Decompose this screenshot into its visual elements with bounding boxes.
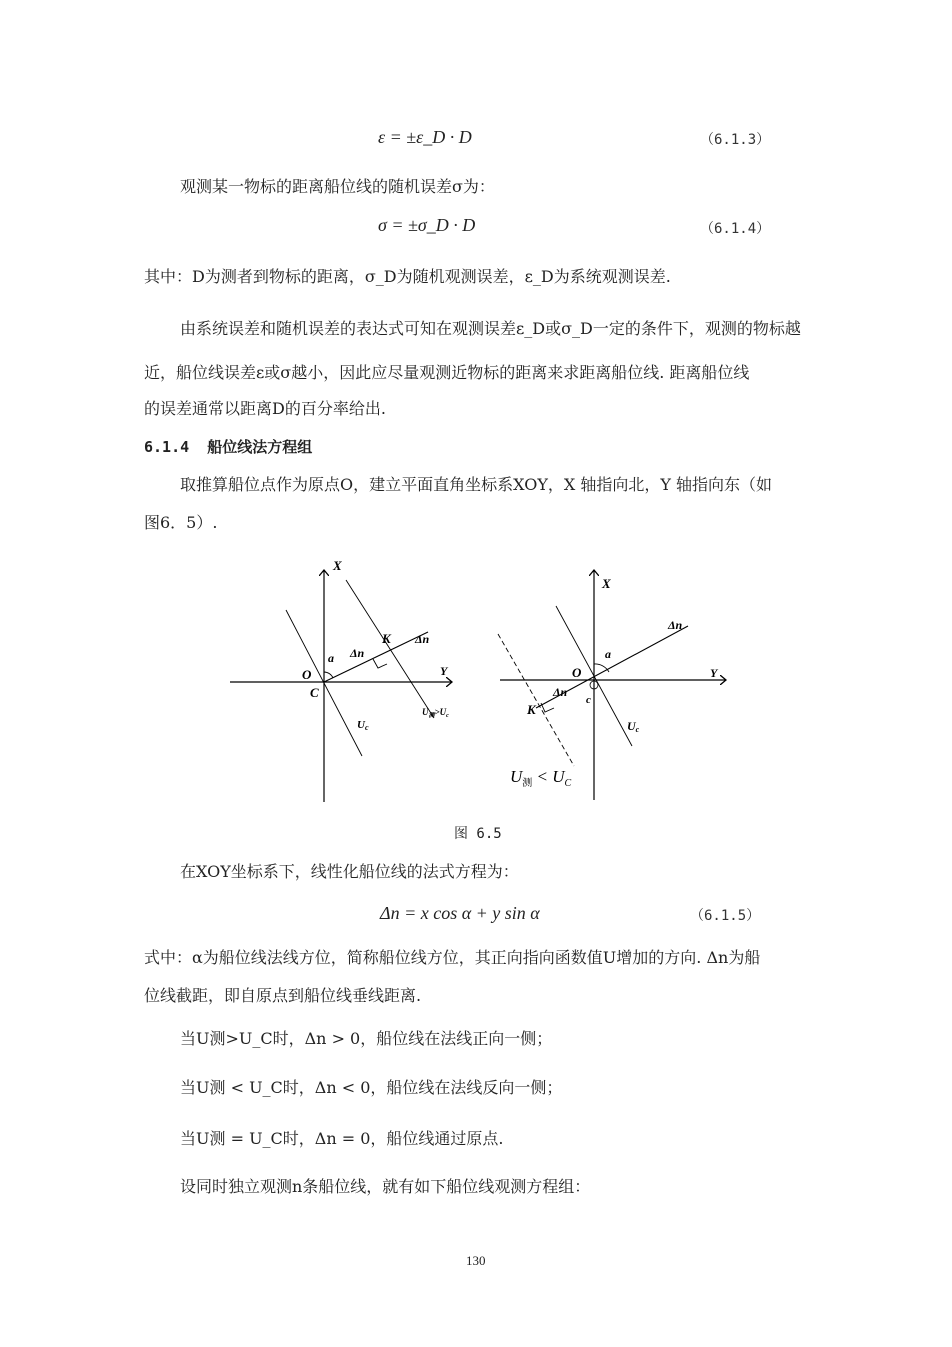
left-diagram	[230, 558, 452, 802]
left-alpha-arc	[324, 672, 333, 678]
equation-number-6-1-3: （6.1.3）	[700, 132, 771, 148]
right-label-o: O	[572, 665, 582, 680]
right-label-c: c	[586, 694, 591, 706]
paragraph-n-lines: 设同时独立观测n条船位线，就有如下船位线观测方程组：	[180, 1177, 591, 1196]
left-normal-line	[324, 632, 428, 682]
left-label-c: C	[310, 685, 319, 700]
left-right-angle-mark	[373, 659, 387, 668]
left-label-alpha: a	[328, 651, 334, 665]
paragraph-conclusion-line-3: 的误差通常以距离D的百分率给出.	[144, 399, 386, 418]
equation-number-6-1-4: （6.1.4）	[700, 221, 771, 237]
right-label-uc: Uc	[627, 719, 640, 734]
section-heading	[144, 436, 312, 458]
left-label-dn-inner: Δn	[350, 646, 365, 660]
case-equal: 当U测 = U_C时，Δn = 0，船位线通过原点.	[180, 1129, 504, 1148]
right-label-k: K	[527, 702, 536, 717]
section-number: 6.1.4	[144, 438, 190, 456]
figure-6-5	[0, 548, 952, 848]
right-label-x: X	[602, 576, 611, 591]
paragraph-coords-line-1: 取推算船位点作为原点O，建立平面直角坐标系XOY，X 轴指向北，Y 轴指向东（如	[180, 475, 773, 494]
paragraph-definition-line-2: 位线截距，即自原点到船位线垂线距离.	[144, 986, 422, 1005]
paragraph-conclusion-line-2: 近，船位线误差ε或σ越小，因此应尽量观测近物标的距离来求距离船位线. 距离船位线	[144, 363, 750, 382]
equation-6-1-5: Δn = x cos α + y sin α	[380, 903, 540, 923]
left-label-k: K	[382, 631, 391, 646]
paragraph-conclusion-line-1: 由系统误差和随机误差的表达式可知在观测误差ε_D或σ_D一定的条件下，观测的物标越	[180, 319, 801, 338]
left-label-dn-outer: Δn	[415, 632, 430, 646]
right-label-alpha: a	[605, 647, 611, 661]
right-label-dn-inner: Δn	[553, 685, 568, 699]
right-alpha-arc	[594, 664, 609, 672]
right-position-line-measured	[498, 634, 574, 766]
left-label-uc: Uc	[357, 719, 369, 732]
right-diagram	[498, 570, 726, 800]
left-label-condition: $U_测>U_c$	[422, 707, 449, 719]
paragraph-xoy: 在XOY坐标系下，线性化船位线的法式方程为：	[180, 862, 519, 881]
figure-caption: 图 6.5	[454, 826, 502, 842]
equation-6-1-4: σ = ±σ_D · D	[378, 215, 476, 235]
paragraph-random-intro: 观测某一物标的距离船位线的随机误差σ为：	[180, 177, 495, 196]
equation-6-1-3: ε = ±ε_D · D	[378, 127, 472, 147]
case-greater: 当U测>U_C时，Δn > 0，船位线在法线正向一侧；	[180, 1029, 553, 1048]
paragraph-definition-line-1: 式中：α为船位线法线方位，简称船位线方位，其正向指向函数值U增加的方向. Δn为船	[144, 948, 761, 967]
section-title: 船位线法方程组	[207, 438, 313, 456]
right-label-condition: $U_测 < U_C$	[510, 767, 572, 789]
right-label-dn-outer: Δn	[668, 618, 683, 632]
paragraph-coords-line-2: 图6．5）.	[144, 513, 218, 532]
equation-number-6-1-5: （6.1.5）	[690, 908, 761, 924]
case-less: 当U测 < U_C时，Δn < 0，船位线在法线反向一侧；	[180, 1078, 563, 1097]
left-label-x: X	[333, 558, 342, 573]
paragraph-where: 其中：D为测者到物标的距离，σ_D为随机观测误差，ε_D为系统观测误差.	[144, 267, 671, 286]
page-number: 130	[466, 1253, 486, 1268]
right-label-y: Y	[710, 666, 718, 680]
left-label-y: Y	[440, 664, 448, 678]
left-label-o: O	[302, 667, 312, 682]
